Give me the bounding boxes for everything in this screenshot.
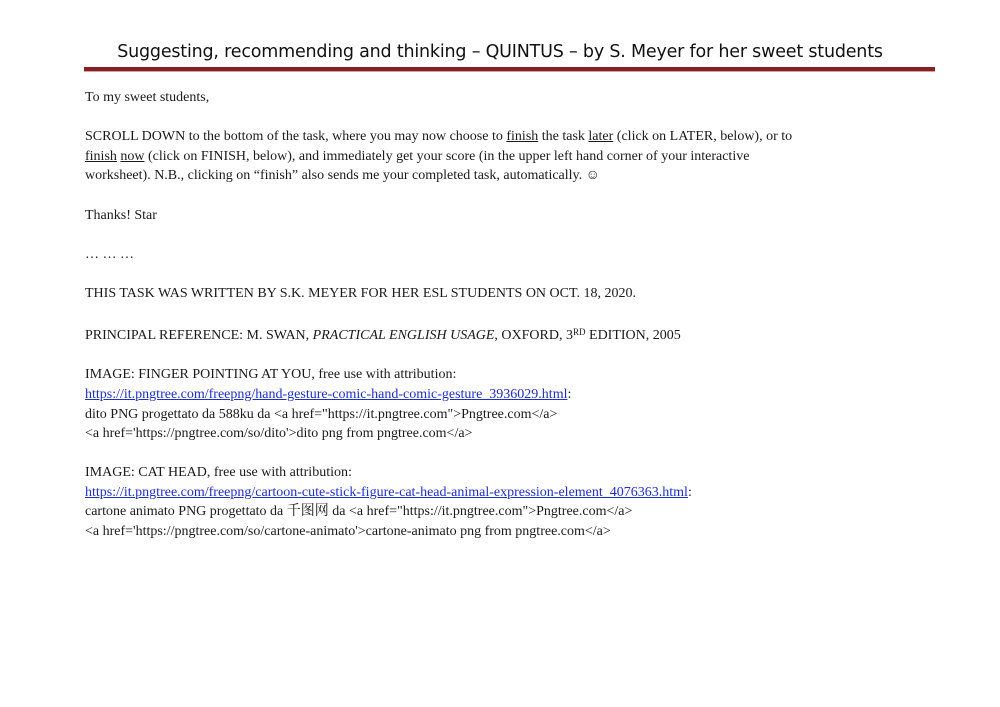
page-title: Suggesting, recommending and thinking – QUINTUS – by S. Meyer for her sweet students bbox=[117, 42, 883, 62]
finish-word: finish bbox=[506, 129, 539, 145]
image2-source-link[interactable]: https://it.pngtree.com/freepng/cartoon-cute-stick-figure-cat-head-animal-expression-element_4076363.html bbox=[85, 484, 688, 500]
principal-reference: PRINCIPAL REFERENCE: M. SWAN, PRACTICAL ENGLISH USAGE, OXFORD, 3RD EDITION, 2005 bbox=[85, 327, 681, 344]
now-word: now bbox=[120, 148, 145, 164]
greeting: To my sweet students, bbox=[85, 90, 210, 105]
instructions-text: SCROLL DOWN to the bottom of the task, where you may now choose to bbox=[85, 129, 507, 145]
image1-url-line: https://it.pngtree.com/freepng/hand-gesture-comic-hand-comic-gesture_3936029.html: bbox=[85, 386, 572, 402]
instructions-text: (click on LATER, below), or to bbox=[613, 129, 793, 145]
image2-heading: IMAGE: CAT HEAD, free use with attribution: bbox=[85, 465, 352, 481]
finish-word: finish bbox=[85, 148, 117, 164]
header-divider-shadow bbox=[84, 71, 935, 72]
instructions-paragraph bbox=[85, 127, 915, 186]
instructions-text: worksheet). N.B., clicking on “finish” also sends me your completed task, automatically. ☺ bbox=[85, 168, 600, 184]
ordinal-superscript: RD bbox=[573, 327, 586, 338]
instructions-text: (click on FINISH, below), and immediately get your score (in the upper left hand corner of your interactive bbox=[144, 148, 750, 164]
separator-ellipsis: … … … bbox=[85, 246, 134, 262]
image2-url-line: https://it.pngtree.com/freepng/cartoon-cute-stick-figure-cat-head-animal-expression-element_4076363.html: bbox=[85, 484, 692, 500]
image2-attribution: cartone animato PNG progettato da 千图网 da <a href="https://it.pngtree.com">Pngtree.com</a> bbox=[85, 504, 633, 520]
authorship-note: THIS TASK WAS WRITTEN BY S.K. MEYER FOR HER ESL STUDENTS ON OCT. 18, 2020. bbox=[85, 285, 636, 301]
image1-attribution-html: <a href='https://pngtree.com/so/dito'>dito png from pngtree.com</a> bbox=[85, 426, 473, 442]
document-body bbox=[85, 88, 915, 542]
later-word: later bbox=[588, 129, 614, 145]
image1-source-link[interactable]: https://it.pngtree.com/freepng/hand-gesture-comic-hand-comic-gesture_3936029.html bbox=[85, 386, 568, 402]
book-title: PRACTICAL ENGLISH USAGE bbox=[312, 328, 495, 344]
signature: Thanks! Star bbox=[85, 207, 157, 223]
image1-attribution: dito PNG progettato da 588ku da <a href="https://it.pngtree.com">Pngtree.com</a> bbox=[85, 406, 558, 422]
image1-heading: IMAGE: FINGER POINTING AT YOU, free use with attribution: bbox=[85, 367, 457, 383]
instructions-text: the task bbox=[538, 129, 589, 145]
image2-attribution-html: <a href='https://pngtree.com/so/cartone-animato'>cartone-animato png from pngtree.com</a> bbox=[85, 524, 611, 540]
